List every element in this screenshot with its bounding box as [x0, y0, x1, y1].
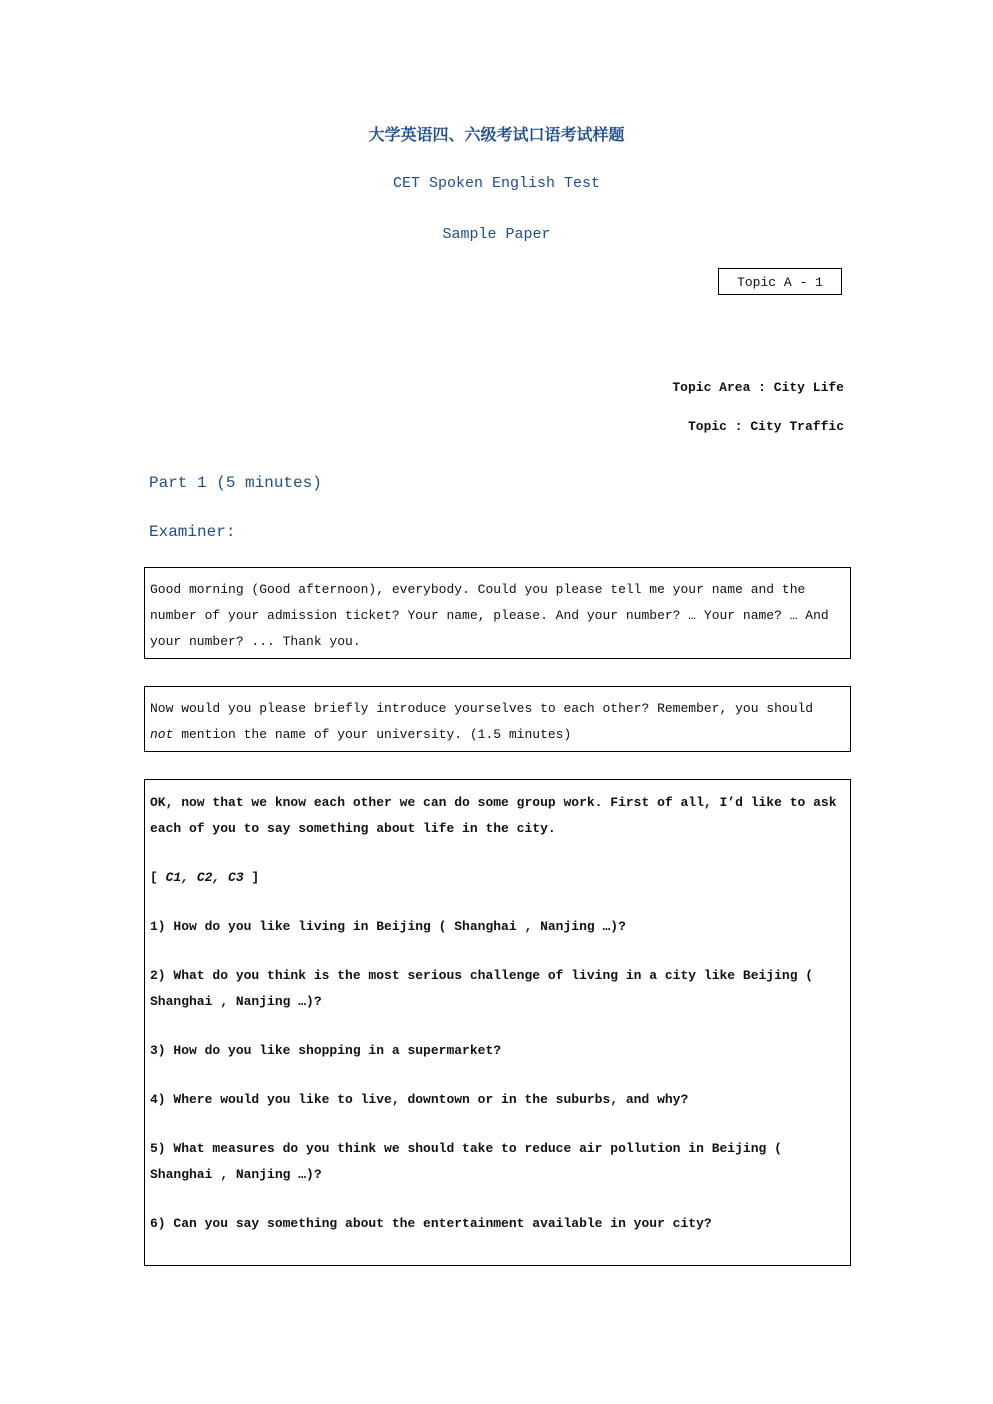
- question-item: 3) How do you like shopping in a supermarket?: [150, 1043, 502, 1058]
- page-title-english: CET Spoken English Test: [392, 175, 601, 192]
- part-heading: Part 1 (5 minutes): [149, 474, 322, 492]
- topic-code-box: Topic A - 1: [718, 268, 842, 295]
- question-item: 1) How do you like living in Beijing ( Shanghai , Nanjing …)?: [150, 919, 626, 934]
- question-item: 4) Where would you like to live, downtown or in the suburbs, and why?: [150, 1092, 689, 1107]
- greeting-box: [144, 567, 851, 659]
- topic-area-label: Topic Area : City Life: [672, 380, 844, 395]
- question-item: 6) Can you say something about the entertainment available in your city?: [150, 1216, 712, 1231]
- page-title-chinese: 大学英语四、六级考试口语考试样题: [368, 125, 625, 144]
- question-item: 2) What do you think is the most serious challenge of living in a city like Beijing ( Shanghai , Nanjing …)?: [150, 968, 814, 1009]
- emphasis-not: not: [150, 727, 174, 742]
- examiner-label: Examiner:: [149, 523, 236, 541]
- candidate-tags: [150, 865, 844, 891]
- tags-close: ]: [243, 870, 260, 885]
- greeting-text: Good morning (Good afternoon), everybody. Could you please tell me your name and the number of your admission ticket? Your name, please. And your number? … Your name? … And your number? ... Thank you.: [150, 582, 829, 649]
- topic-label: Topic : City Traffic: [687, 419, 844, 434]
- tags-open: [: [150, 870, 166, 885]
- question-item: 5) What measures do you think we should take to reduce air pollution in Beijing ( Shanghai , Nanjing …)?: [150, 1141, 782, 1182]
- page-subtitle: Sample Paper: [442, 226, 551, 243]
- introduction-text-end: mention the name of your university. (1.5 minutes): [173, 727, 572, 742]
- candidate-tag-list: C1, C2, C3: [165, 870, 244, 885]
- group-work-intro: OK, now that we know each other we can do some group work. First of all, I’d like to ask each of you to say something about life in the city.: [150, 795, 837, 836]
- introduction-box: [144, 686, 851, 752]
- group-work-box: [144, 779, 851, 1266]
- introduction-text-start: Now would you please briefly introduce yourselves to each other? Remember, you should: [150, 701, 814, 716]
